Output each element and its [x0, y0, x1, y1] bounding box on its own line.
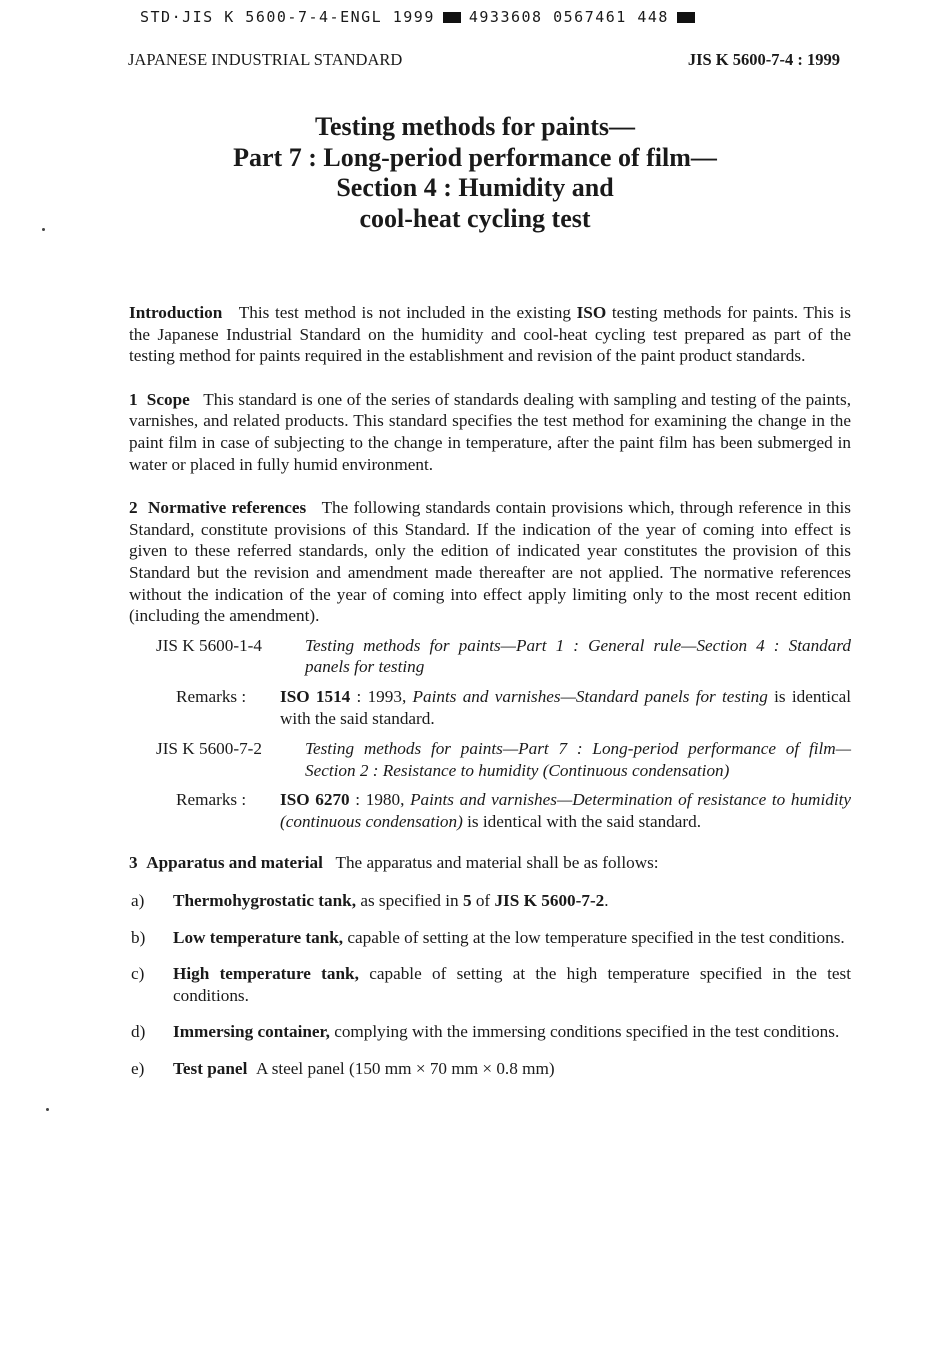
apparatus-paragraph: [129, 852, 851, 874]
reference-title: Testing methods for paints—Part 7 : Long-period performance of film—Section 2 : Resistance to humidity (Continuous condensation): [305, 739, 851, 780]
intro-text-1: This test method is not included in the existing: [238, 303, 571, 322]
intro-text-2: testing methods for paints. This is the Japanese Industrial Standard on the humidity and cool-heat cycling test prepared as part of the testing method for paints required in the establishment and revision of the paint product standards.: [129, 303, 851, 366]
normative-text: The following standards contain provisions which, through reference in this Standard, constitute provisions of this Standard. If the indication of the year of coming into effect is given to these referred standards, only the edition of indicated year constitutes the provision of this Standard but the revision and amendment made thereafter are not applied. The normative references without the indication of the year of coming into effect apply limiting only to the most recent edition (including the amendment).: [129, 498, 851, 626]
item-text-3: .: [604, 891, 609, 911]
scan-code-part2: 4933608 0567461 448: [468, 8, 669, 26]
item-heading: Immersing container,: [173, 1022, 330, 1042]
title-line-1: Testing methods for paints—: [315, 112, 635, 141]
item-text-1: as specified in: [360, 891, 459, 911]
remarks-iso-number: ISO 6270: [280, 790, 350, 810]
item-text: capable of setting at the high temperature specified in the test conditions.: [173, 964, 852, 1005]
remarks-iso-number: ISO 1514: [280, 686, 351, 706]
scope-heading: Scope: [146, 389, 190, 409]
black-block-mark: [677, 12, 695, 23]
normative-heading: Normative references: [148, 498, 307, 518]
list-item: [129, 963, 851, 1006]
introduction-paragraph: [129, 302, 851, 367]
reference-remarks: [129, 686, 851, 729]
remarks-tail: is identical with the said standard.: [467, 811, 702, 831]
reference-entry: [129, 635, 851, 678]
remarks-iso-title: Paints and varnishes—Standard panels for testing: [412, 686, 768, 706]
scan-code-part1: STD·JIS K 5600-7-4-ENGL 1999: [140, 8, 435, 26]
remarks-tail: is identical with the said standard.: [280, 686, 852, 728]
item-text: complying with the immersing conditions specified in the test conditions.: [334, 1022, 840, 1042]
scan-speck: [46, 1108, 49, 1111]
intro-iso: ISO: [576, 303, 607, 322]
list-item: [129, 1058, 851, 1080]
scope-text: This standard is one of the series of standards dealing with sampling and testing of the paints, varnishes, and related products. This standard specifies the test method for examining the change in the paint film in case of subjecting to the change in temperature, after the paint film has been submerged in water or placed in fully humid environment.: [129, 389, 851, 474]
reference-code: JIS K 5600-7-2: [156, 739, 262, 759]
scan-header-line: [140, 8, 703, 26]
remarks-label: Remarks :: [176, 790, 247, 810]
item-heading: Low temperature tank,: [173, 927, 344, 947]
introduction-heading: Introduction: [129, 303, 223, 322]
title-line-4: cool-heat cycling test: [359, 203, 591, 233]
list-marker: e): [131, 1059, 145, 1079]
normative-number: 2: [129, 498, 138, 518]
remarks-iso-year: : 1980,: [355, 790, 405, 810]
reference-code: JIS K 5600-1-4: [156, 635, 262, 655]
item-text: capable of setting at the low temperature specified in the test conditions.: [347, 927, 845, 947]
item-text: A steel panel (150 mm × 70 mm × 0.8 mm): [255, 1059, 555, 1079]
black-block-mark: [443, 12, 461, 23]
reference-remarks: [129, 789, 851, 832]
remarks-iso-title: Paints and varnishes—Determination of resistance to humidity (continuous condensation): [280, 790, 852, 831]
apparatus-text: The apparatus and material shall be as follows:: [335, 853, 659, 873]
normative-references-paragraph: [129, 497, 851, 627]
reference-entry: [129, 738, 851, 781]
list-item: [129, 890, 851, 912]
reference-title: Testing methods for paints—Part 1 : General rule—Section 4 : Standard panels for testing: [305, 635, 851, 677]
document-body: [129, 302, 851, 1095]
list-item: [129, 1021, 851, 1043]
item-text-2: of: [475, 891, 491, 911]
apparatus-heading: Apparatus and material: [146, 853, 323, 873]
document-title: [0, 112, 950, 234]
item-heading: High temperature tank,: [173, 964, 359, 984]
item-bold-2: JIS K 5600-7-2: [494, 891, 605, 911]
list-marker: d): [131, 1022, 146, 1042]
list-marker: b): [131, 927, 146, 947]
item-bold-1: 5: [462, 891, 472, 911]
scope-paragraph: [129, 389, 851, 475]
remarks-label: Remarks :: [176, 686, 247, 706]
remarks-iso-year: : 1993,: [356, 686, 407, 706]
header-standard-number: JIS K 5600-7-4 : 1999: [687, 50, 840, 69]
scan-speck: [42, 228, 45, 231]
item-heading: Thermohygrostatic tank,: [173, 891, 357, 911]
list-marker: c): [131, 964, 145, 984]
list-marker: a): [131, 891, 145, 911]
title-line-3: Section 4 : Humidity and: [336, 173, 614, 202]
item-heading: Test panel: [173, 1059, 248, 1079]
header-standard-name: JAPANESE INDUSTRIAL STANDARD: [128, 50, 403, 69]
list-item: [129, 927, 851, 949]
title-line-2: Part 7 : Long-period performance of film—: [233, 142, 717, 172]
apparatus-number: 3: [129, 853, 138, 873]
scope-number: 1: [129, 389, 138, 409]
